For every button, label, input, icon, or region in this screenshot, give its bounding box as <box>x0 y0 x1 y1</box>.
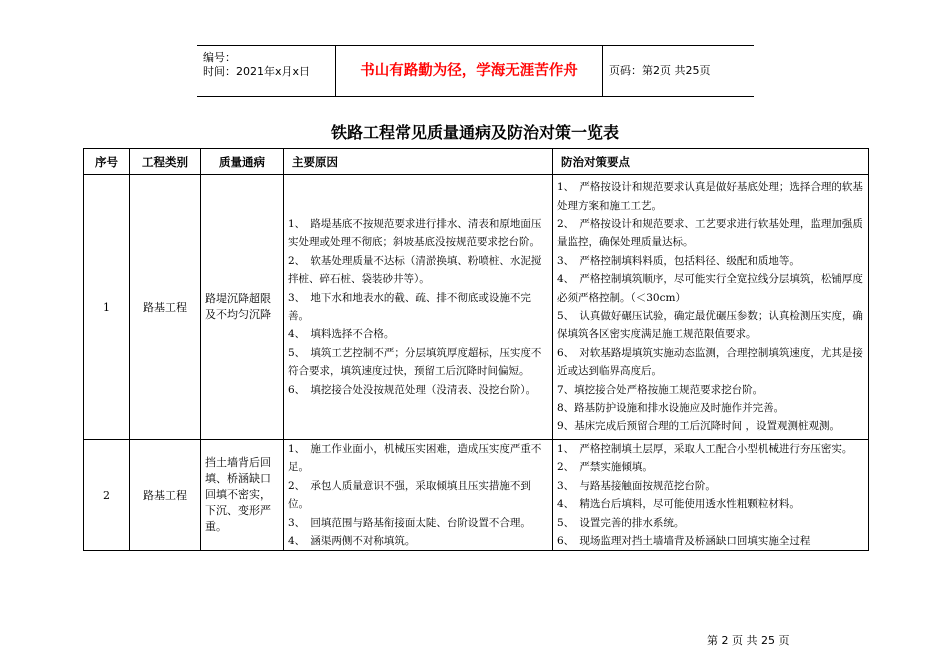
header-divider <box>602 46 603 96</box>
row-number: 2 <box>84 440 130 551</box>
row-measures <box>553 175 869 440</box>
measure-item: 7、填挖接合处严格按施工规范要求挖台阶。 <box>557 383 764 396</box>
measure-item: 1、 严格按设计和规范要求认真是做好基底处理；选择合理的软基处理方案和施工工艺。 <box>557 181 863 212</box>
row-causes <box>284 175 553 440</box>
measure-item: 4、 严格控制填筑顺序，尽可能实行全宽拉线分层填筑，松铺厚度必须严格控制。（＜30cm） <box>557 273 863 304</box>
cause-item: 5、 填筑工艺控制不严；分层填筑厚度超标，压实度不符合要求，填筑速度过快，预留工后沉降时间偏短。 <box>288 346 542 378</box>
measure-item: 6、 现场监理对挡土墙墙背及桥涵缺口回填实施全过程 <box>557 535 811 548</box>
measure-item: 2、 严格按设计和规范要求、工艺要求进行软基处理，监理加强质量监控，确保处理质量达标。 <box>557 217 863 249</box>
cause-item: 1、 施工作业面小，机械压实困难，造成压实度严重不足。 <box>288 443 542 474</box>
cause-item: 4、 涵渠两侧不对称填筑。 <box>288 535 416 548</box>
row-category: 路基工程 <box>130 440 201 551</box>
header-motto: 书山有路勤为径，学海无涯苦作舟 <box>360 62 578 79</box>
cause-item: 2、 承包人质量意识不强，采取倾填且压实措施不到位。 <box>288 479 531 511</box>
measure-item: 1、 严格控制填土层厚，采取人工配合小型机械进行夯压密实。 <box>557 443 853 455</box>
measure-item: 3、 与路基接触面按规范挖台阶。 <box>557 479 716 492</box>
row-number: 1 <box>84 175 130 440</box>
header-defect: 质量通病 <box>201 149 284 175</box>
cause-item: 3、 回填范围与路基衔接面太陡、台阶设置不合理。 <box>288 516 531 529</box>
table-row <box>84 175 869 440</box>
header-number: 编号： <box>203 51 236 64</box>
header-category: 工程类别 <box>130 149 201 175</box>
header-page-number: 页码：第2页 共25页 <box>609 64 711 77</box>
row-defect: 挡土墙背后回填、桥涵缺口回填不密实，下沉、变形严重。 <box>201 440 284 551</box>
cause-item: 3、 地下水和地表水的截、疏、排不彻底或设施不完善。 <box>288 291 531 322</box>
row-measures <box>553 440 869 551</box>
header-measures: 防治对策要点 <box>553 149 869 175</box>
cause-item: 1、 路堤基底不按规范要求进行排水、清表和原地面压实处理或处理不彻底；斜坡基底没按规范要求挖台阶。 <box>288 217 542 249</box>
measure-item: 4、 精选台后填料，尽可能使用透水性粗颗粒材料。 <box>557 498 800 511</box>
document-title: 铁路工程常见质量通病及防治对策一览表 <box>330 123 619 142</box>
measure-item: 5、 设置完善的排水系统。 <box>557 516 685 529</box>
measure-item: 6、 对软基路堤填筑实施动态监测，合理控制填筑速度，尤其是接近或达到临界高度后。 <box>557 346 863 378</box>
row-defect: 路堤沉降超限及不均匀沉降 <box>201 175 284 440</box>
table-row <box>84 440 869 551</box>
table-header-row <box>84 149 869 175</box>
header-time: 时间：2021年x月x日 <box>203 65 311 78</box>
row-category: 路基工程 <box>130 175 201 440</box>
cause-item: 6、 填挖接合处没按规范处理（没清表、没挖台阶）。 <box>288 383 537 396</box>
defect-table <box>83 148 869 551</box>
header-num: 序号 <box>84 149 130 175</box>
measure-item: 2、 严禁实施倾填。 <box>557 461 653 474</box>
cause-item: 2、 软基处理质量不达标（清淤换填、粉喷桩、水泥搅拌桩、碎石桩、袋装砂井等）。 <box>288 254 542 286</box>
cause-item: 4、 填料选择不合格。 <box>288 328 395 341</box>
measure-item: 3、 严格控制填料料质，包括料径、级配和质地等。 <box>557 254 800 267</box>
measure-item: 9、基床完成后预留合理的工后沉降时间 ，设置观测桩观测。 <box>557 420 841 433</box>
measure-item: 5、 认真做好碾压试验，确定最优碾压参数；认真检测压实度，确保填筑各区密实度满足施工规范限值要求。 <box>557 310 863 341</box>
header-meta <box>203 51 310 79</box>
page-header <box>197 45 754 97</box>
measure-item: 8、路基防护设施和排水设施应及时施作并完善。 <box>557 402 785 415</box>
row-causes <box>284 440 553 551</box>
header-causes: 主要原因 <box>284 149 553 175</box>
page-footer: 第 2 页 共 25 页 <box>707 634 790 647</box>
